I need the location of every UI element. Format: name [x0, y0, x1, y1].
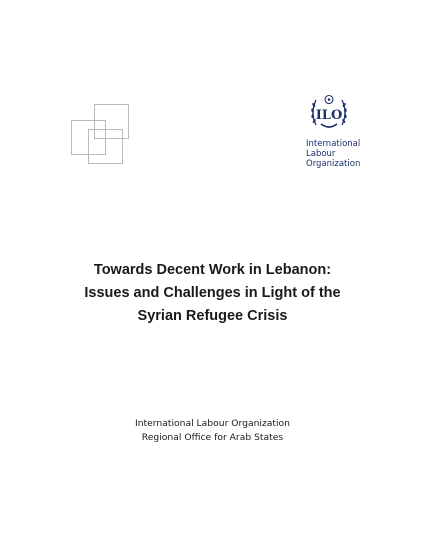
ilo-emblem-icon [308, 91, 350, 133]
overlapping-squares-graphic [70, 103, 132, 165]
publisher-line: International Labour Organization [134, 418, 291, 429]
publisher-line: Regional Office for Arab States [141, 432, 284, 443]
org-name-line: Labour [306, 149, 336, 159]
org-name-line: International [306, 139, 361, 149]
publisher-info [20, 417, 405, 445]
org-name-line: Organization [306, 159, 361, 169]
title-line: Towards Decent Work in Lebanon: [93, 262, 332, 278]
ilo-emblem-text: ILO [315, 108, 343, 123]
title-line: Syrian Refugee Crisis [137, 308, 288, 324]
document-title [20, 259, 405, 328]
square-top-right [95, 105, 129, 139]
ilo-logo [306, 91, 406, 181]
title-line: Issues and Challenges in Light of the [84, 285, 341, 301]
